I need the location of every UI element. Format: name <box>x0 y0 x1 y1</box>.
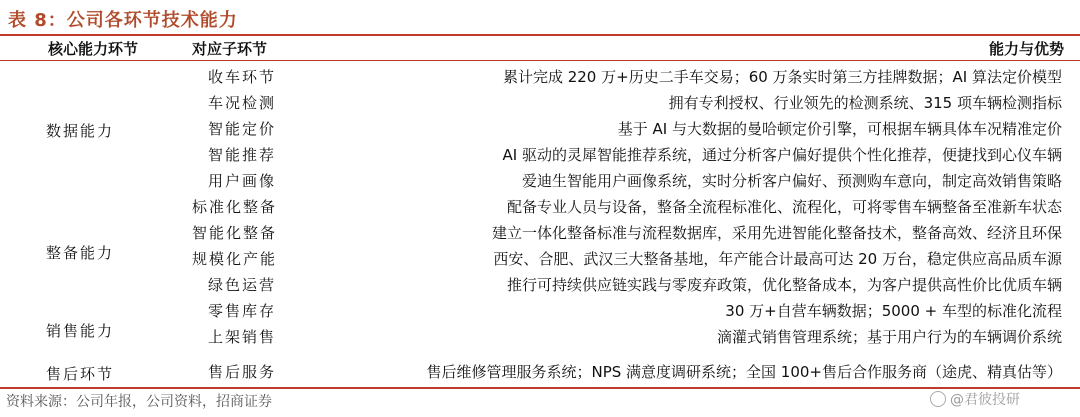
sub-segment: 售后服务 <box>208 363 277 381</box>
table-row <box>0 90 1080 114</box>
header-advantage: 能力与优势 <box>988 40 1064 58</box>
sub-segment: 规模化产能 <box>192 250 278 268</box>
advantage-text: 推行可持续供应链实践与零废弃政策，优化整备成本，为客户提供高性价比优质车辆 <box>506 276 1062 294</box>
header-sub-segment: 对应子环节 <box>192 40 268 58</box>
sub-segment: 智能化整备 <box>192 224 278 242</box>
sub-segment: 标准化整备 <box>192 198 278 216</box>
table-row <box>0 359 1080 383</box>
sub-segment: 智能推荐 <box>208 146 277 164</box>
source-note: 资料来源：公司年报，公司资料，招商证券 <box>6 394 272 410</box>
advantage-text: 售后维修管理服务系统；NPS 满意度调研系统；全国 100+售后合作服务商（途虎、精真估等） <box>426 363 1062 381</box>
group-sales-capability: 销售能力 <box>45 322 114 340</box>
advantage-text: 爱迪生智能用户画像系统，实时分析客户偏好、预测购车意向，制定高效销售策略 <box>521 172 1062 190</box>
watermark-text: @君彼投研 <box>950 392 1020 408</box>
advantage-text: 基于 AI 与大数据的曼哈顿定价引擎，可根据车辆具体车况精准定价 <box>617 120 1062 138</box>
advantage-text: 30 万+自营车辆数据；5000 + 车型的标准化流程 <box>725 302 1062 320</box>
advantage-text: AI 驱动的灵犀智能推荐系统，通过分析客户偏好提供个性化推荐，便捷找到心仪车辆 <box>502 146 1062 164</box>
table-row <box>0 324 1080 348</box>
table-row <box>0 168 1080 192</box>
table-row <box>0 64 1080 88</box>
watermark <box>930 389 1020 409</box>
table-row <box>0 246 1080 270</box>
table-row <box>0 272 1080 296</box>
table-row <box>0 194 1080 218</box>
advantage-text: 累计完成 220 万+历史二手车交易；60 万条实时第三方挂牌数据；AI 算法定价模型 <box>502 68 1062 86</box>
advantage-text: 滴灌式销售管理系统；基于用户行为的车辆调价系统 <box>716 328 1062 346</box>
group-data-capability: 数据能力 <box>45 122 114 140</box>
header-divider <box>0 60 1080 61</box>
sub-segment: 智能定价 <box>208 120 277 138</box>
header-core-capability: 核心能力环节 <box>48 40 139 58</box>
table-title: 表 8：公司各环节技术能力 <box>8 10 238 31</box>
table-header <box>0 36 1080 60</box>
advantage-text: 西安、合肥、武汉三大整备基地，年产能合计最高可达 20 万台，稳定供应高品质车源 <box>493 250 1062 268</box>
advantage-text: 配备专业人员与设备，整备全流程标准化、流程化，可将零售车辆整备至准新车状态 <box>506 198 1062 216</box>
wechat-icon <box>930 391 946 407</box>
sub-segment: 零售库存 <box>208 302 277 320</box>
table-row <box>0 116 1080 140</box>
sub-segment: 用户画像 <box>208 172 277 190</box>
advantage-text: 拥有专利授权、行业领先的检测系统、315 项车辆检测指标 <box>668 94 1062 112</box>
table-row <box>0 142 1080 166</box>
sub-segment: 车况检测 <box>208 94 277 112</box>
table-row <box>0 298 1080 322</box>
sub-segment: 上架销售 <box>208 328 277 346</box>
sub-segment: 绿色运营 <box>208 276 277 294</box>
advantage-text: 建立一体化整备标准与流程数据库，采用先进智能化整备技术，整备高效、经济且环保 <box>491 224 1062 242</box>
group-after-sales: 售后环节 <box>45 365 114 383</box>
table-bottom-divider <box>0 387 1080 389</box>
group-prep-capability: 整备能力 <box>45 244 114 262</box>
sub-segment: 收车环节 <box>208 68 277 86</box>
table-row <box>0 220 1080 244</box>
